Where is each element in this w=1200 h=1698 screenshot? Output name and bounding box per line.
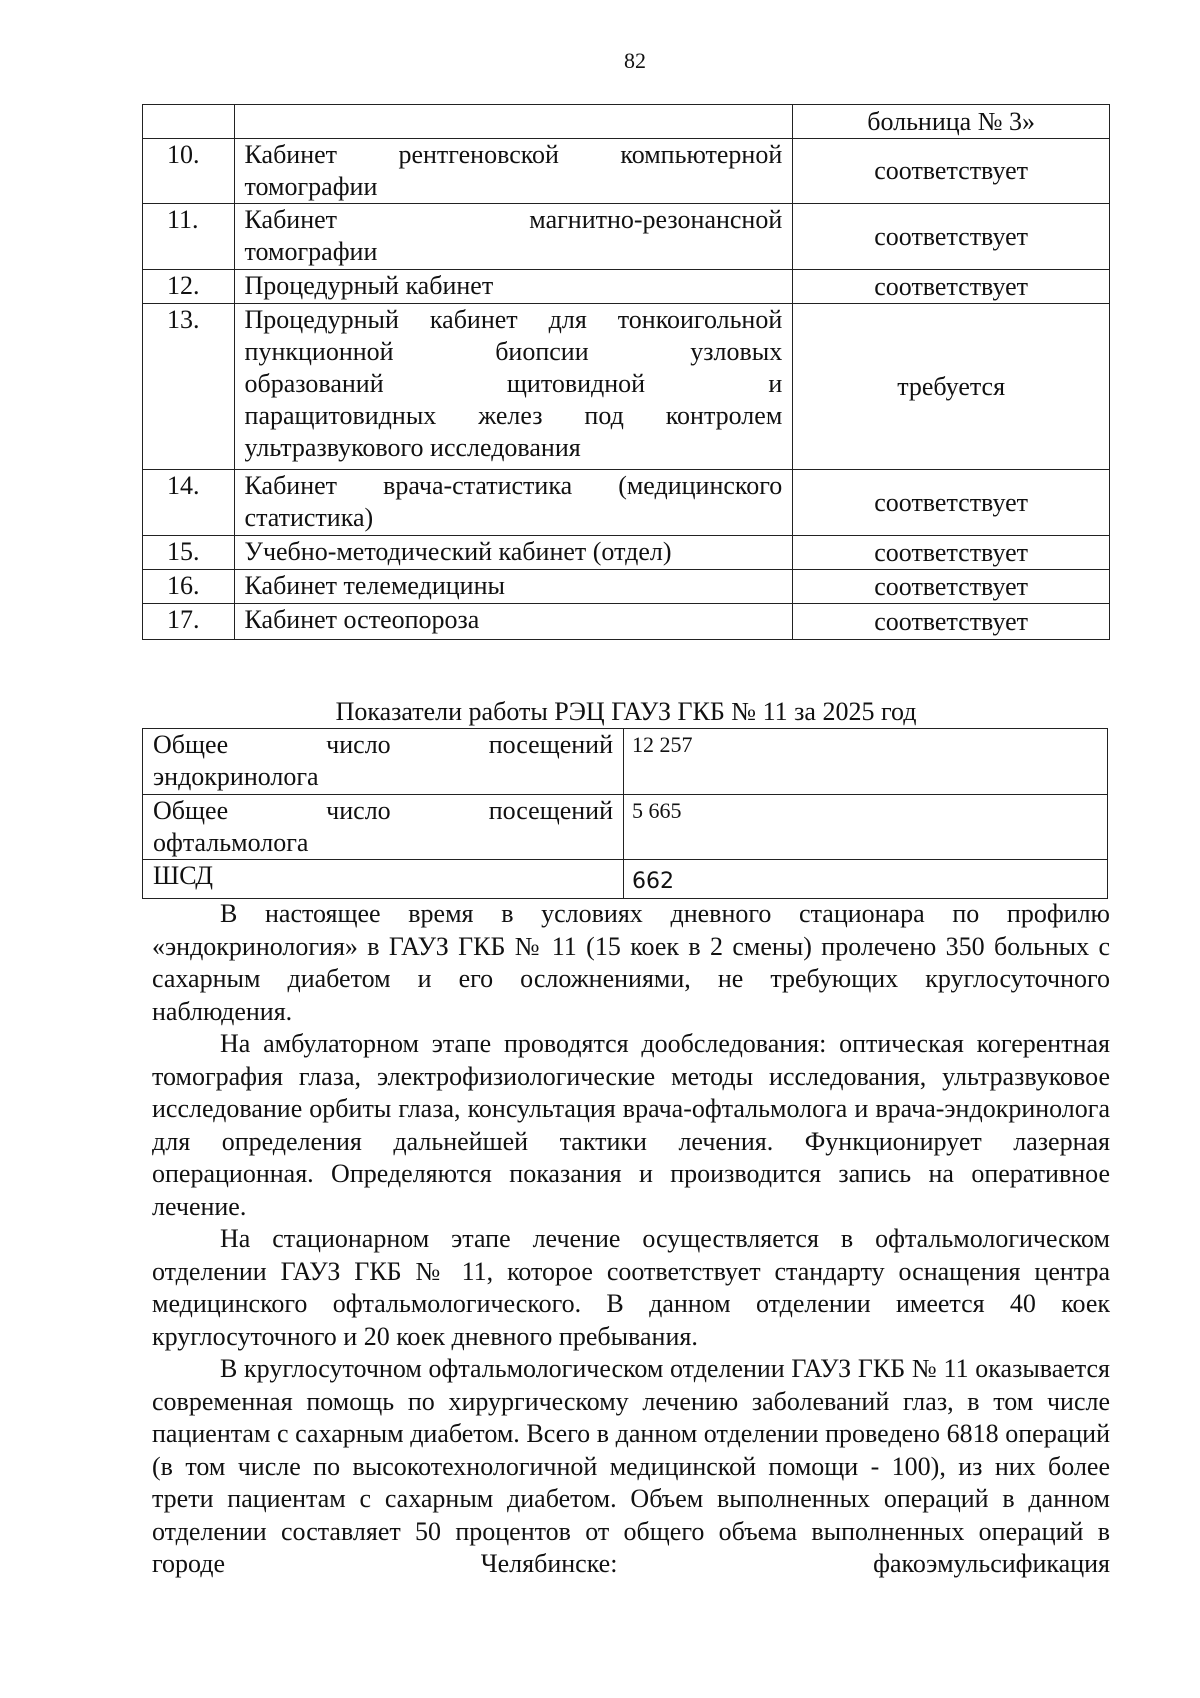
label-line: эндокринолога xyxy=(153,762,319,791)
name-line: Кабинет врача-статистика (медицинского xyxy=(244,471,783,500)
num-cell: 13. xyxy=(143,304,235,470)
name-line: образований щитовидной и xyxy=(244,369,783,398)
status-cell: соответствует xyxy=(793,536,1110,570)
name-line: Кабинет рентгеновской компьютерной xyxy=(244,140,783,169)
status-cell: соответствует xyxy=(793,570,1110,604)
name-cell xyxy=(234,204,793,270)
name-cell: Процедурный кабинет xyxy=(234,270,793,304)
name-line: Кабинет магнитно-резонансной xyxy=(244,205,783,234)
table-row xyxy=(143,105,1110,139)
status-cell: соответствует xyxy=(793,604,1110,640)
status-cell: требуется xyxy=(793,304,1110,470)
num-cell: 17. xyxy=(143,604,235,640)
name-line: томографии xyxy=(244,237,378,266)
table-row xyxy=(143,204,1110,270)
name-line: томографии xyxy=(244,172,378,201)
indicator-value: 662 xyxy=(624,860,1108,899)
paragraph: В настоящее время в условиях дневного стационара по профилю «эндокринология» в ГАУЗ ГКБ № 11 (15 коек в 2 смены) пролечено 350 больных с сахарным диабетом и его осложнениями, не требующих круглосуточного наблюдения. xyxy=(152,899,1110,1026)
table-row xyxy=(143,139,1110,204)
rooms-table xyxy=(142,104,1110,640)
status-cell: соответствует xyxy=(793,470,1110,536)
indicator-label xyxy=(143,729,624,795)
num-cell: 16. xyxy=(143,570,235,604)
table-row xyxy=(143,470,1110,536)
table-row xyxy=(143,270,1110,304)
body-text xyxy=(152,898,1110,1581)
name-cell: Кабинет телемедицины xyxy=(234,570,793,604)
label-line: Общее число посещений xyxy=(153,730,613,759)
indicator-value: 5 665 xyxy=(624,795,1108,860)
table-row xyxy=(143,304,1110,470)
name-line: Процедурный кабинет для тонкоигольной xyxy=(244,305,783,334)
name-line: статистика) xyxy=(244,503,374,532)
status-cell: соответствует xyxy=(793,204,1110,270)
status-cell: соответствует xyxy=(793,139,1110,204)
num-cell: 12. xyxy=(143,270,235,304)
num-cell: 10. xyxy=(143,139,235,204)
label-line: Общее число посещений xyxy=(153,796,613,825)
name-cell xyxy=(234,304,793,470)
name-cell xyxy=(234,470,793,536)
indicators-table xyxy=(142,728,1108,899)
indicator-label: ШСД xyxy=(143,860,624,899)
num-cell: 14. xyxy=(143,470,235,536)
table-row xyxy=(143,729,1108,795)
indicator-label xyxy=(143,795,624,860)
table-row xyxy=(143,604,1110,640)
name-cell: Учебно-методический кабинет (отдел) xyxy=(234,536,793,570)
table-row xyxy=(143,795,1108,860)
paragraph: В круглосуточном офтальмологическом отделении ГАУЗ ГКБ № 11 оказывается современная помощь по хирургическому лечению заболеваний глаз, в том числе пациентам с сахарным диабетом. Всего в данном отделении проведено 6818 операций (в том числе по высокотехнологичной медицинской помощи - 100), из них более трети пациентам с сахарным диабетом. Объем выполненных операций в данном отделении составляет 50 процентов от общего объема выполненных операций в городе Челябинске: факоэмульсификация xyxy=(152,1354,1110,1578)
paragraph: На стационарном этапе лечение осуществляется в офтальмологическом отделении ГАУЗ ГКБ № 11, которое соответствует стандарту оснащения центра медицинского офтальмологического. В данном отделении имеется 40 коек круглосуточного и 20 коек дневного пребывания. xyxy=(152,1224,1110,1351)
name-line: паращитовидных желез под контролем xyxy=(244,401,783,430)
label-line: офтальмолога xyxy=(153,828,309,857)
paragraph: На амбулаторном этапе проводятся дообследования: оптическая когерентная томография глаза, электрофизиологические методы исследования, ультразвуковое исследование орбиты глаза, консультация врача-офтальмолога и врача-эндокринолога для определения дальнейшей тактики лечения. Функционирует лазерная операционная. Определяются показания и производится запись на оперативное лечение. xyxy=(152,1029,1110,1221)
name-line: ультразвукового исследования xyxy=(244,433,581,462)
indicator-value: 12 257 xyxy=(624,729,1108,795)
num-cell xyxy=(143,105,235,139)
table-row xyxy=(143,570,1110,604)
table-row xyxy=(143,536,1110,570)
name-line: пункционной биопсии узловых xyxy=(244,337,783,366)
num-cell: 15. xyxy=(143,536,235,570)
status-cell: соответствует xyxy=(793,270,1110,304)
status-cell: больница № 3» xyxy=(793,105,1110,139)
name-cell xyxy=(234,105,793,139)
page-number: 82 xyxy=(624,48,646,73)
table-row xyxy=(143,860,1108,899)
table-caption: Показатели работы РЭЦ ГАУЗ ГКБ № 11 за 2025 год xyxy=(335,697,917,726)
name-cell xyxy=(234,139,793,204)
num-cell: 11. xyxy=(143,204,235,270)
name-cell: Кабинет остеопороза xyxy=(234,604,793,640)
